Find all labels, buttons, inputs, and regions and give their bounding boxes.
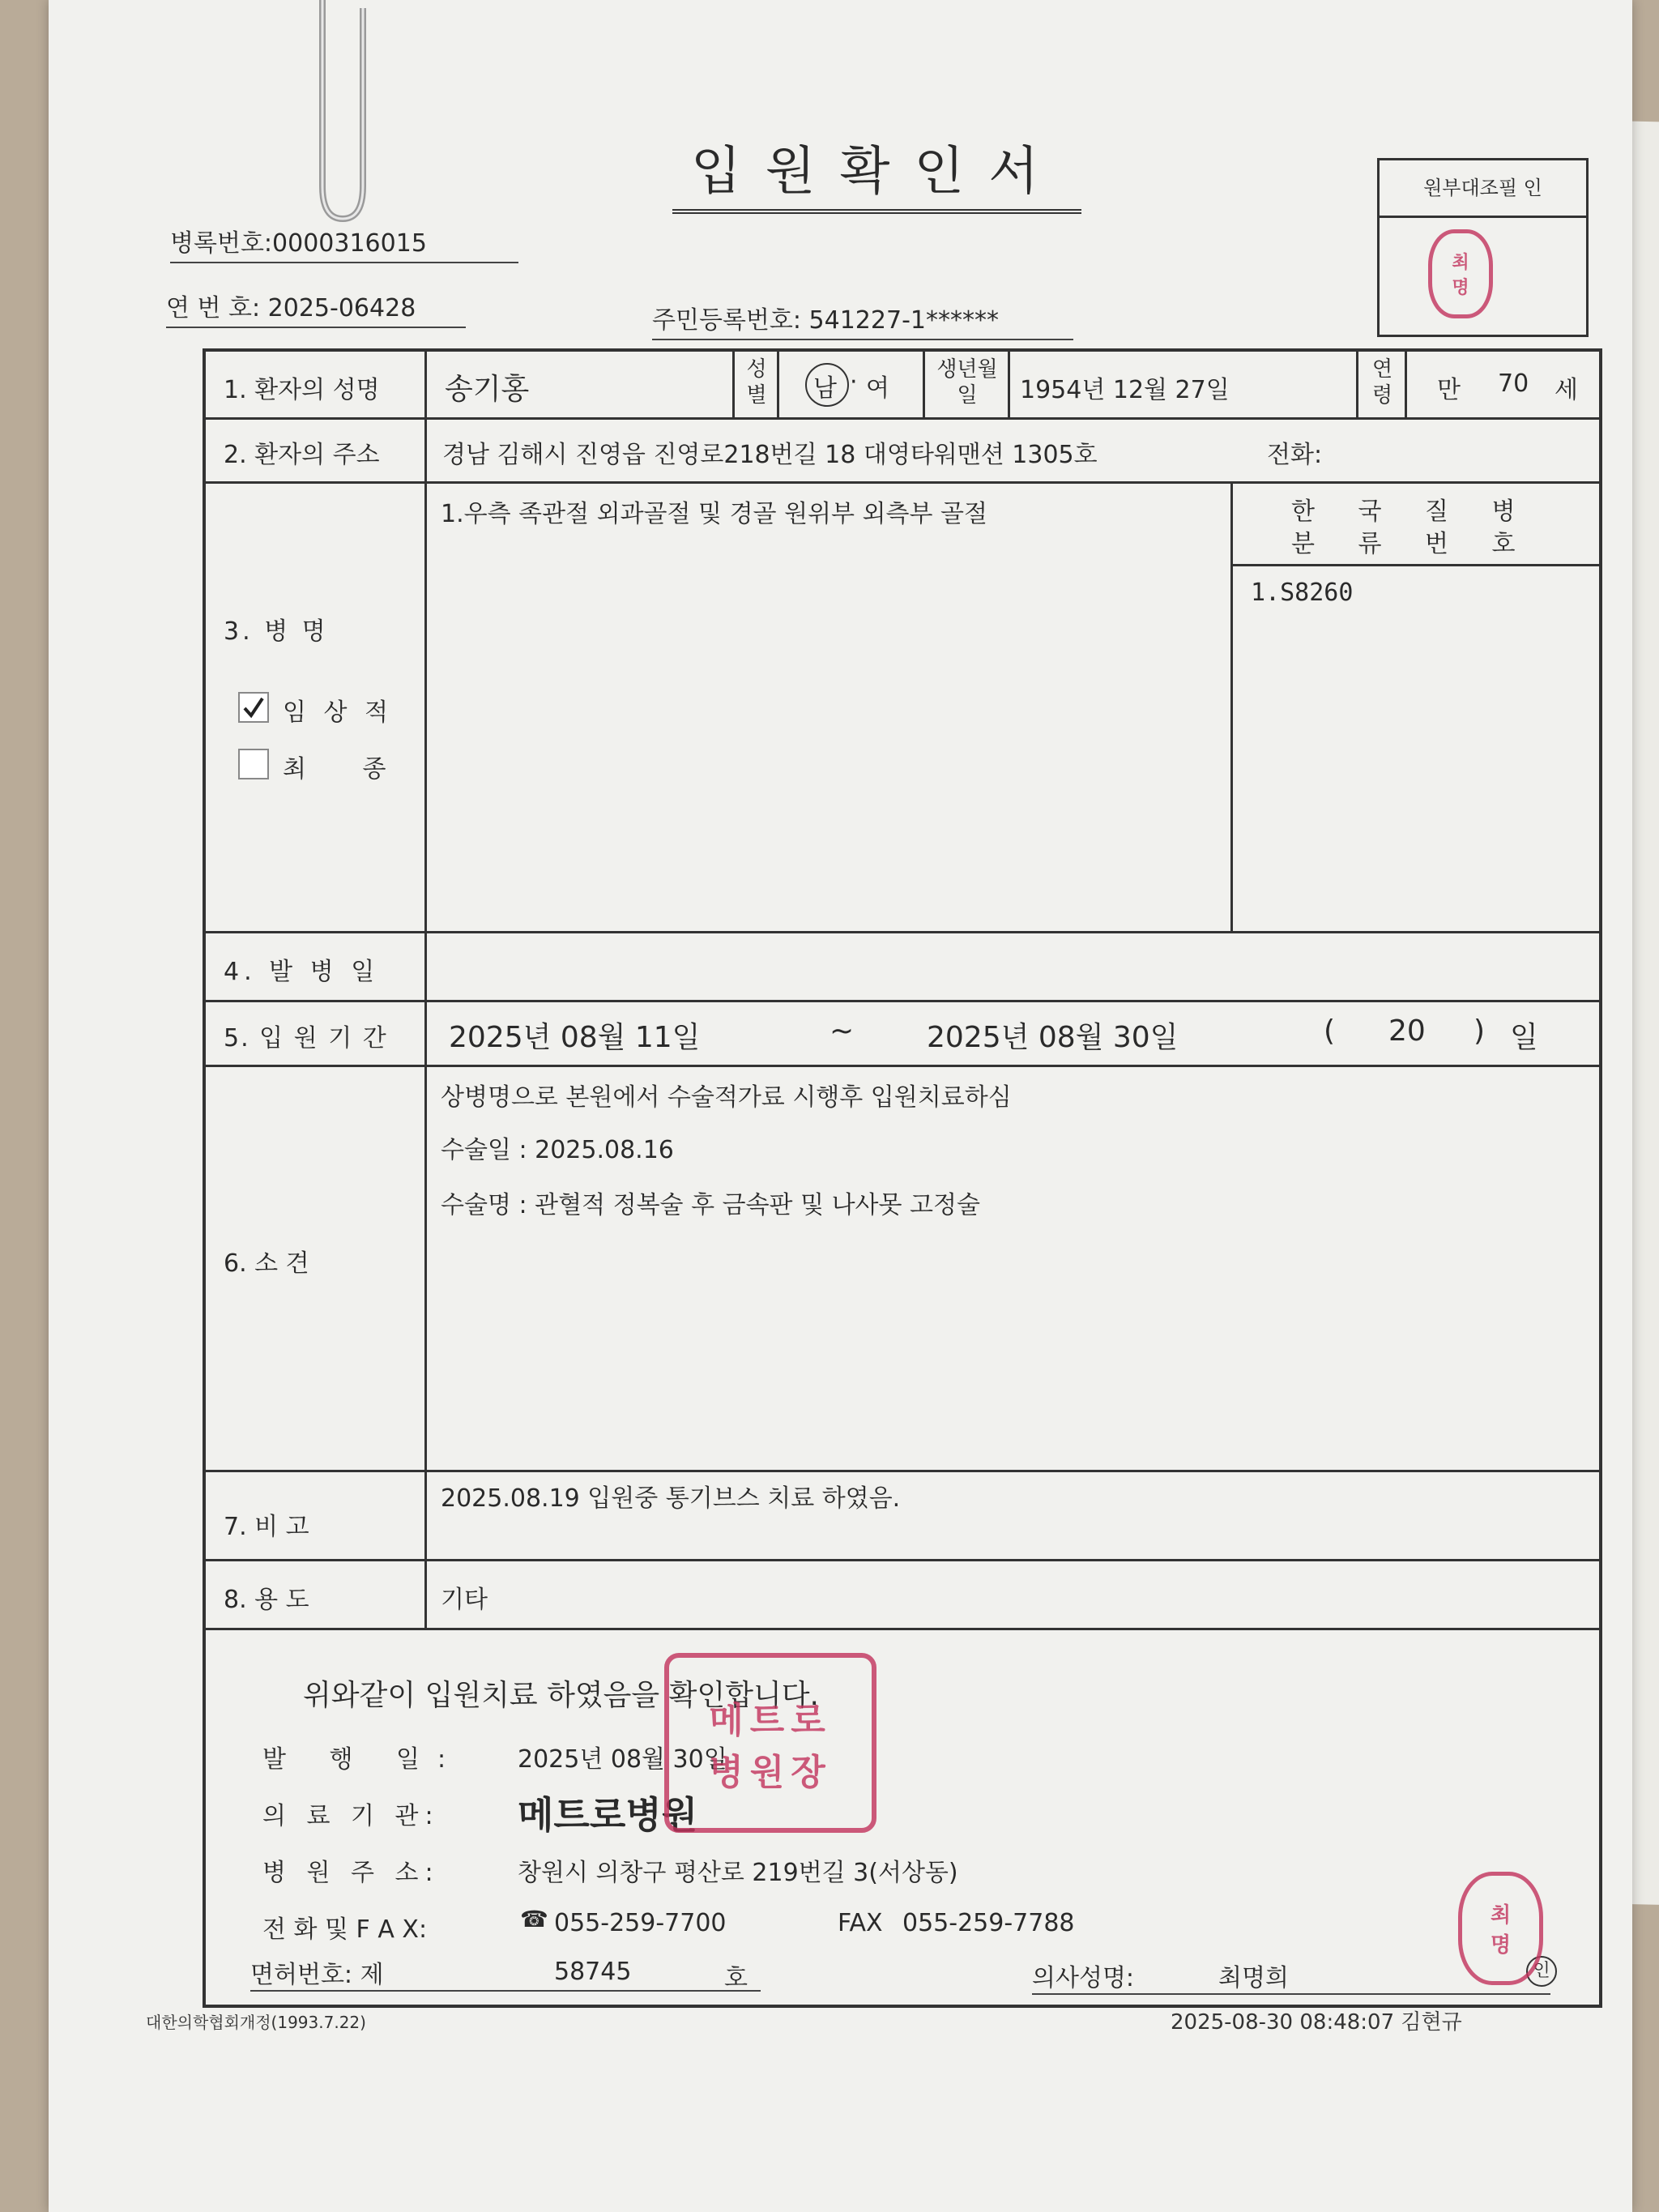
onset-label: 4. 발 병 일 [224, 958, 380, 986]
date-of-birth: 1954년 12월 27일 [1020, 376, 1230, 404]
kcd-label-2: 분 류 번 호 [1291, 530, 1533, 558]
diagnosis-text: 1.우측 족관절 외과골절 및 경골 원위부 외측부 골절 [441, 500, 987, 528]
admission-start: 2025년 08월 11일 [449, 1021, 701, 1054]
final-label: 최 종 [283, 755, 411, 784]
admission-days: 20 [1388, 1014, 1426, 1048]
period-paren-open: ( [1324, 1014, 1336, 1048]
hospital-seal-icon: 메트로 병원장 [664, 1653, 876, 1833]
license-suffix: 호 [724, 1964, 748, 1992]
period-label: 5. 입 원 기 간 [224, 1024, 388, 1053]
sex-male: 남 [813, 374, 837, 403]
doctor-name: 최명희 [1218, 1964, 1289, 1992]
issue-date: 2025년 08월 30일 [518, 1745, 727, 1774]
verification-seal-icon: 최 명 [1428, 229, 1493, 318]
kcd-code: 1.S8260 [1251, 579, 1354, 607]
paper-clip-icon [306, 0, 379, 235]
verification-stamp-box [1377, 158, 1589, 337]
clinical-label: 임 상 적 [283, 698, 394, 727]
serial-number: 연 번 호: 2025-06428 [166, 288, 466, 328]
sex-separator: · [850, 368, 858, 396]
purpose-label: 8. 용 도 [224, 1586, 309, 1614]
remarks-label: 7. 비 고 [224, 1513, 309, 1541]
hospital-address: 창원시 의창구 평산로 219번길 3(서상동) [518, 1859, 958, 1887]
doctor-seal-icon: 최 명 [1458, 1872, 1543, 1985]
admission-certificate-document [49, 0, 1632, 2212]
institution-label: 의 료 기 관: [262, 1802, 440, 1830]
telephone-icon: ☎ [520, 1906, 548, 1932]
age-unit: 세 [1555, 376, 1578, 404]
period-tilde: ~ [830, 1014, 855, 1048]
doctor-label: 의사성명: [1032, 1958, 1550, 1995]
purpose-text: 기타 [441, 1586, 488, 1614]
hospital-address-label: 병 원 주 소: [262, 1859, 440, 1887]
phone-fax-label: 전 화 및 F A X: [262, 1915, 428, 1944]
hospital-fax: 055-259-7788 [902, 1909, 1075, 1937]
patient-address: 경남 김해시 진영읍 진영로218번길 18 대영타워맨션 1305호 [442, 441, 1098, 469]
form-table [203, 348, 1602, 2008]
remarks-text: 2025.08.19 입원중 통기브스 치료 하였음. [441, 1484, 901, 1513]
issue-date-label: 발 행 일: [262, 1745, 464, 1774]
confirmation-statement: 위와같이 입원치료 하였음을 확인합니다. [303, 1679, 819, 1712]
institution-name: 메트로병원 [518, 1793, 698, 1837]
period-unit: 일 [1510, 1021, 1538, 1054]
findings-line-2: 수술일 : 2025.08.16 [441, 1136, 674, 1164]
sex-label: 성별 [746, 357, 767, 408]
verification-stamp-label: 원부대조필 인 [1380, 160, 1586, 218]
fax-label: FAX [838, 1909, 883, 1937]
document-title: 입원확인서 [672, 130, 1081, 214]
patient-name-label: 1. 환자의 성명 [224, 376, 380, 404]
age-value: 70 [1498, 369, 1529, 398]
findings-line-1: 상병명으로 본원에서 수술적가료 시행후 입원치료하심 [441, 1083, 1012, 1112]
findings-label: 6. 소 견 [224, 1249, 309, 1278]
diagnosis-label: 3. 병 명 [224, 617, 329, 646]
period-paren-close: ) [1473, 1014, 1486, 1048]
age-label: 연령 [1371, 357, 1393, 408]
doctor-seal-mark: 인 [1526, 1956, 1557, 1987]
license-number: 58745 [554, 1958, 632, 1986]
form-revision-note: 대한의학협회개정(1993.7.22) [146, 2013, 366, 2032]
findings-line-3: 수술명 : 관혈적 정복술 후 금속판 및 나사못 고정술 [441, 1191, 980, 1219]
kcd-label-1: 한 국 질 병 [1291, 497, 1533, 526]
patient-name: 송기홍 [445, 373, 530, 406]
sex-female: 여 [866, 374, 889, 403]
address-label: 2. 환자의 주소 [224, 441, 380, 469]
dob-label: 생년월일 [936, 357, 998, 408]
age-prefix: 만 [1437, 376, 1461, 404]
resident-registration-number: 주민등록번호: 541227-1****** [652, 300, 1073, 340]
print-timestamp: 2025-08-30 08:48:07 김현규 [1171, 2010, 1462, 2035]
phone-label: 전화: [1267, 441, 1323, 469]
record-number: 병록번호:0000316015 [170, 223, 518, 263]
clinical-checkbox [238, 692, 269, 723]
hospital-phone: 055-259-7700 [554, 1909, 727, 1937]
final-checkbox [238, 749, 269, 779]
license-label: 면허번호: 제 [250, 1954, 761, 1992]
admission-end: 2025년 08월 30일 [927, 1021, 1179, 1054]
